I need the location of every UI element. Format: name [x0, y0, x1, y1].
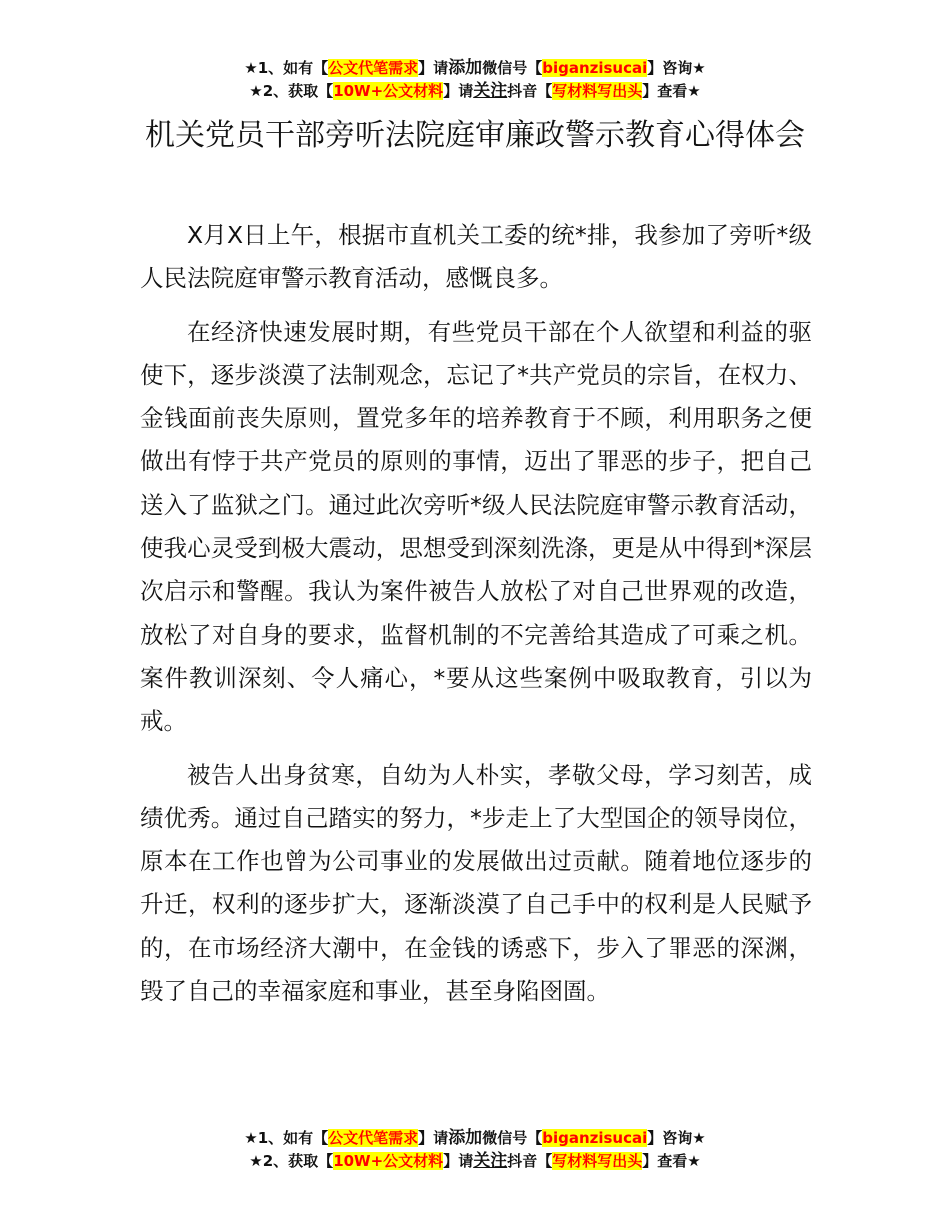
banner-text: 1、如有【	[257, 1129, 329, 1147]
star-icon: ★	[249, 82, 263, 100]
banner-text: 微信号【	[482, 1129, 543, 1147]
banner-line-1	[0, 1127, 950, 1150]
banner-text: 】请	[443, 1152, 474, 1170]
star-icon: ★	[687, 1152, 701, 1170]
banner-text: 】请	[418, 1129, 449, 1147]
banner-highlight-wechat-id: biganzisucai	[542, 1129, 648, 1147]
header-banner	[0, 57, 950, 103]
document-body	[140, 214, 812, 1023]
document-title: 机关党员干部旁听法院庭审廉政警示教育心得体会	[145, 118, 805, 153]
banner-text: 抖音【	[507, 1152, 553, 1170]
banner-emphasis: 关注	[473, 1151, 508, 1171]
star-icon: ★	[687, 82, 701, 100]
banner-text: 】请	[418, 59, 449, 77]
star-icon: ★	[249, 1152, 263, 1170]
paragraph-1: X月X日上午，根据市直机关工委的统*排，我参加了旁听*级人民法院庭审警示教育活动，感慨良多。	[140, 221, 812, 293]
banner-line-2	[0, 1150, 950, 1173]
banner-text: 抖音【	[507, 82, 553, 100]
paragraph-2: 在经济快速发展时期，有些党员干部在个人欲望和利益的驱使下，逐步淡漠了法制观念，忘记了*共产党员的宗旨，在权力、金钱面前丧失原则，置党多年的培养教育于不顾，利用职务之便做出有悖于共产党员的原则的事情，迈出了罪恶的步子，把自己送入了监狱之门。通过此次旁听*级人民法院庭审警示教育活动，使我心灵受到极大震动，思想受到深刻洗涤，更是从中得到*深层次启示和警醒。我认为案件被告人放松了对自己世界观的改造，放松了对自身的要求，监督机制的不完善给其造成了可乘之机。案件教训深刻、令人痛心，*要从这些案例中吸取教育，引以为戒。	[140, 317, 812, 736]
banner-text: 微信号【	[482, 59, 543, 77]
banner-highlight-douyin-account: 写材料写出头	[552, 1152, 643, 1170]
banner-text: 】咨询	[647, 1129, 693, 1147]
star-icon: ★	[692, 1129, 706, 1147]
banner-highlight-service: 公文代笔需求	[328, 1129, 419, 1147]
banner-highlight-materials: 10W+公文材料	[333, 82, 444, 100]
star-icon: ★	[244, 1129, 258, 1147]
banner-text: 】查看	[642, 1152, 688, 1170]
banner-text: 1、如有【	[257, 59, 329, 77]
banner-emphasis: 添加	[448, 1128, 483, 1148]
banner-text: 2、获取【	[262, 1152, 334, 1170]
paragraph-3: 被告人出身贫寒，自幼为人朴实，孝敬父母，学习刻苦，成绩优秀。通过自己踏实的努力，*步走上了大型国企的领导岗位，原本在工作也曾为公司事业的发展做出过贡献。随着地位逐步的升迁，权利的逐步扩大，逐渐淡漠了自己手中的权利是人民赋予的，在市场经济大潮中，在金钱的诱惑下，步入了罪恶的深渊，毁了自己的幸福家庭和事业，甚至身陷囹圄。	[140, 760, 812, 1006]
banner-text: 】请	[443, 82, 474, 100]
star-icon: ★	[692, 59, 706, 77]
banner-line-1	[0, 57, 950, 80]
footer-banner	[0, 1127, 950, 1173]
banner-highlight-materials: 10W+公文材料	[333, 1152, 444, 1170]
banner-highlight-douyin-account: 写材料写出头	[552, 82, 643, 100]
banner-line-2	[0, 80, 950, 103]
banner-emphasis: 关注	[473, 81, 508, 101]
banner-text: 】查看	[642, 82, 688, 100]
banner-highlight-wechat-id: biganzisucai	[542, 59, 648, 77]
banner-text: 】咨询	[647, 59, 693, 77]
banner-emphasis: 添加	[448, 58, 483, 78]
banner-highlight-service: 公文代笔需求	[328, 59, 419, 77]
banner-text: 2、获取【	[262, 82, 334, 100]
star-icon: ★	[244, 59, 258, 77]
